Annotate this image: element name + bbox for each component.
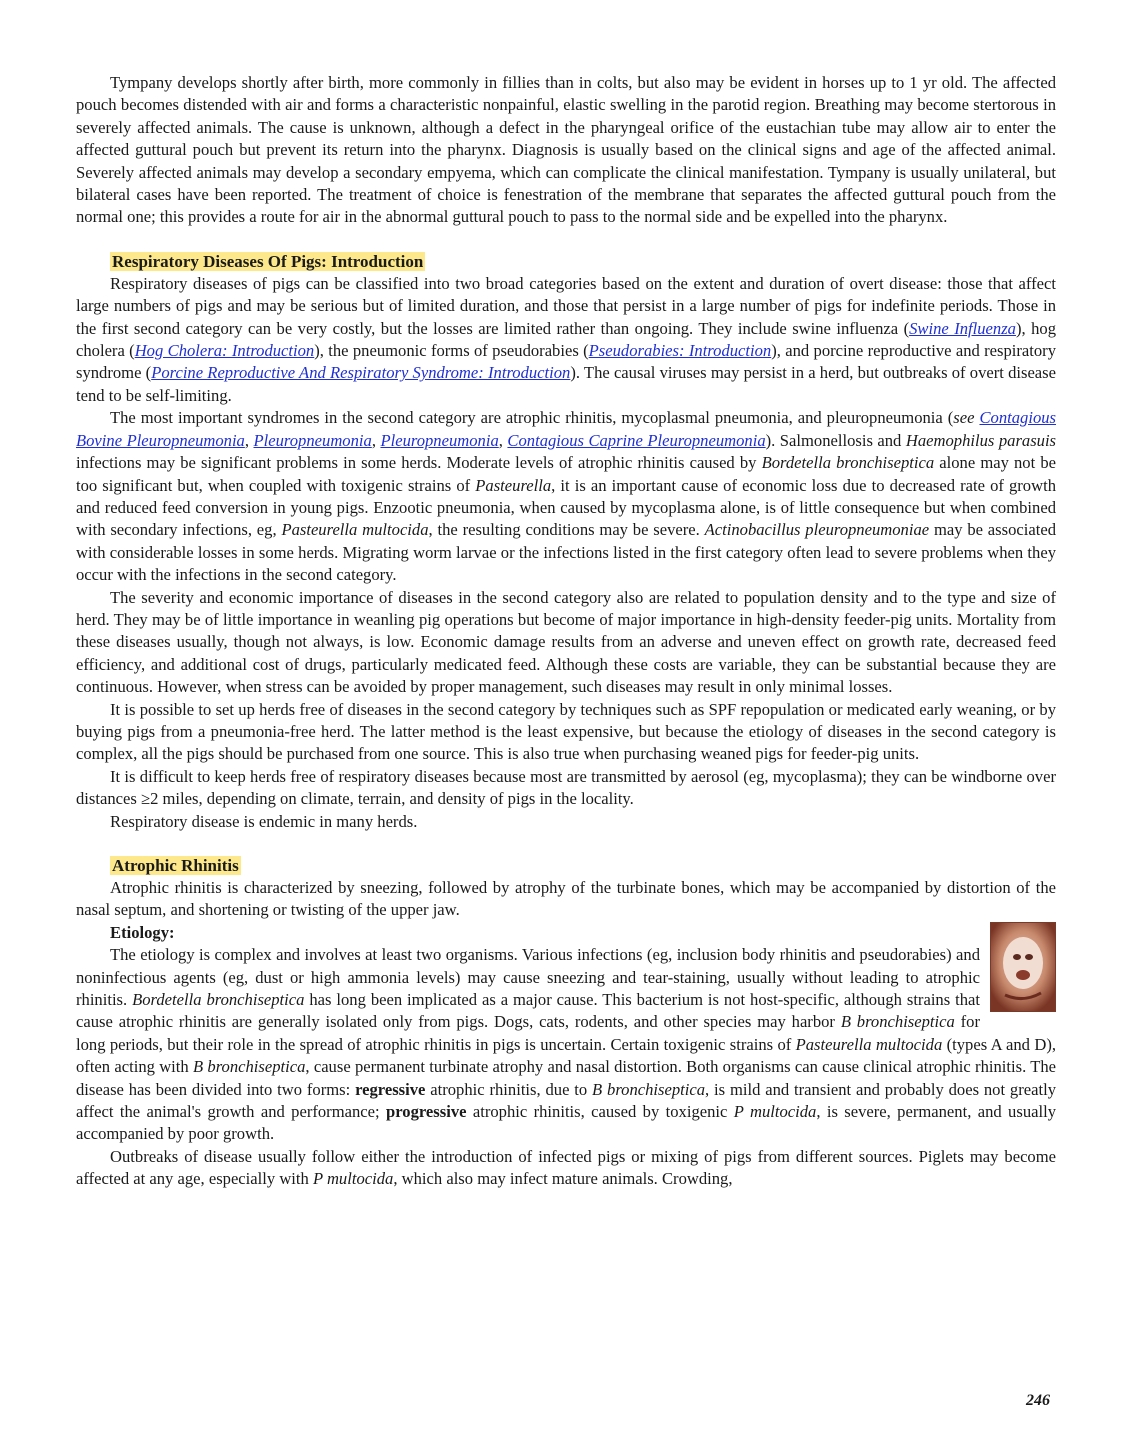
text: ). The causal viruses may persist in a herd, but outbreaks of overt disease tend to be self-limiting.: [76, 363, 1056, 405]
figure-pig-snout-image[interactable]: [990, 922, 1056, 1012]
text: ), and porcine reproductive and respiratory syndrome (: [76, 341, 1057, 383]
species-name: Bordetella bronchiseptica: [761, 453, 935, 473]
text: infections may be significant problems in some herds. Moderate levels of atrophic rhinitis caused by: [76, 453, 762, 473]
link-contagious-bovine-pleuropneumonia[interactable]: Contagious Bovine Pleuropneumonia: [76, 408, 1056, 450]
link-pleuropneumonia-1[interactable]: Pleuropneumonia: [253, 430, 372, 450]
bold-term: progressive: [385, 1102, 467, 1122]
spacer: [76, 833, 1056, 855]
paragraph-etiology: [76, 944, 1056, 1146]
link-contagious-caprine-pleuropneumonia[interactable]: Contagious Caprine Pleuropneumonia: [507, 430, 766, 450]
highlighted-heading-text: Respiratory Diseases Of Pigs: Introduction: [112, 251, 424, 271]
species-name: Actinobacillus pleuropneumoniae: [704, 520, 930, 540]
text: The etiology is complex and involves at least two organisms. Various infections (eg, inclusion body rhinitis and pseudorabies) and noninfectious agents (eg, dust or high ammonia levels) may cause sneezing and tear-staining, usually without leading to atrophic rhinitis.: [76, 945, 980, 1010]
paragraph-severity: The severity and economic importance of diseases in the second category also are related to population density and to the type and size of herd. They may be of little importance in weanling pig operations but become of major importance in high-density feeder-pig units. Mortality from these diseases usually, though not always, is low. Economic damage results from an adverse and uneven effect on growth rate, decreased feed efficiency, and additional cost of drugs, particularly medicated feed. Although these costs are variable, they can be substantial because they are continuous. However, when stress can be avoided by proper management, such diseases may result in only minimal losses.: [76, 587, 1056, 697]
see-text: see: [953, 408, 975, 428]
paragraph-categories: [76, 273, 1056, 407]
text: ), hog cholera (: [76, 318, 1056, 361]
text: ), the pneumonic forms of pseudorabies (: [314, 341, 589, 361]
link-pseudorabies[interactable]: Pseudorabies: Introduction: [588, 341, 772, 361]
text: atrophic rhinitis, caused by toxigenic: [466, 1102, 734, 1122]
text: atrophic rhinitis, due to: [425, 1079, 593, 1099]
separator: ,: [244, 430, 254, 450]
paragraph-atrophic-definition: Atrophic rhinitis is characterized by sneezing, followed by atrophy of the turbinate bones, which may be accompanied by distortion of the nasal septum, and shortening or twisting of the upper jaw.: [76, 878, 1056, 920]
paragraph-endemic: Respiratory disease is endemic in many herds.: [110, 811, 418, 831]
subheading-etiology: Etiology:: [110, 922, 175, 942]
text: has long been implicated as a major cause. This bacterium is not host-specific, although strains that cause atrophic rhinitis are generally isolated only from pigs. Dogs, cats, rodents, and other species may harbor: [76, 990, 980, 1032]
pig-snout-photo-icon: [991, 923, 1055, 1011]
text: for long periods, but their role in the spread of atrophic rhinitis in pigs is uncertain. Certain toxigenic strains of: [76, 1012, 981, 1054]
species-name: P multocida: [733, 1102, 817, 1122]
text: may be associated with considerable losses in some herds. Migrating worm larvae or the infections listed in the first category often lead to severe problems when they occur with the infections in the second category.: [76, 520, 1056, 585]
paragraph-disease-free-herds: It is possible to set up herds free of diseases in the second category by techniques such as SPF repopulation or medicated early weaning, or by buying pigs from a pneumonia-free herd. The latter method is the least expensive, but because the etiology of diseases in the second category is complex, all the pigs should be purchased from one source. This is also true when purchasing weaned pigs for feeder-pig units.: [76, 699, 1056, 764]
text: , cause permanent turbinate atrophy and nasal distortion. Both organisms can cause clinical atrophic rhinitis. The disease has been divided into two forms:: [76, 1057, 1056, 1099]
separator: ,: [498, 430, 508, 450]
paragraph-outbreaks: [76, 1146, 1056, 1191]
text: , is severe, permanent, and usually accompanied by poor growth.: [76, 1102, 1056, 1144]
link-pleuropneumonia-2[interactable]: Pleuropneumonia: [380, 430, 499, 450]
text: , it is an important cause of economic loss due to decreased rate of growth and reduced feed conversion in young pigs. Enzootic pneumonia, when caused by mycoplasma alone, is of little consequence but when combined with secondary infections, eg,: [76, 475, 1056, 540]
page-number: 246: [1026, 1392, 1050, 1409]
text: , is mild and transient and probably does not greatly affect the animal's growth and performance;: [76, 1079, 1057, 1122]
text: , which also may infect mature animals. Crowding,: [393, 1169, 733, 1189]
intro-paragraph: Tympany develops shortly after birth, more commonly in fillies than in colts, but also may be evident in horses up to 1 yr old. The affected pouch becomes distended with air and forms a characteristic nonpainful, elastic swelling in the parotid region. Breathing may become stertorous in severely affected animals. The cause is unknown, although a defect in the pharyngeal orifice of the eustachian tube may allow air to enter the affected guttural pouch but prevent its return into the pharynx. Diagnosis is usually based on the clinical signs and age of the affected animal. Severely affected animals may develop a secondary empyema, which can complicate the clinical manifestation. Tympany is usually unilateral, but bilateral cases have been reported. The treatment of choice is fenestration of the membrane that separates the affected guttural pouch from the normal one; this provides a route for air in the abnormal guttural pouch to pass to the normal side and be expelled into the pharynx.: [76, 73, 1056, 227]
text: ). Salmonellosis and: [765, 430, 906, 450]
text: , the resulting conditions may be severe.: [428, 520, 705, 540]
species-name: B bronchiseptica: [840, 1012, 955, 1032]
separator: ,: [371, 430, 381, 450]
section-heading-atrophic-rhinitis: [76, 855, 1056, 877]
species-name: Pasteurella multocida: [281, 520, 429, 540]
link-prrs[interactable]: Porcine Reproductive And Respiratory Syndrome: Introduction: [151, 363, 571, 383]
highlighted-heading-text: Atrophic Rhinitis: [112, 856, 239, 875]
species-name: Pasteurella: [475, 475, 552, 495]
text: Respiratory diseases of pigs can be classified into two broad categories based on the extent and duration of overt disease: those that affect large numbers of pigs and may be serious but of limited duration, and those that persist in a large number of pigs for indefinite periods. Those in the first second category can be very costly, but the losses are limited rather than ongoing. They include swine influenza (: [76, 273, 1056, 338]
species-name: B bronchiseptica: [592, 1079, 706, 1099]
species-name: Pasteurella multocida: [795, 1034, 943, 1054]
section-heading-respiratory-diseases: [76, 251, 1056, 273]
species-name: Bordetella bronchiseptica: [132, 990, 305, 1010]
bold-term: regressive: [355, 1079, 426, 1099]
species-name: B bronchiseptica: [192, 1057, 306, 1077]
paragraph-syndromes: [76, 407, 1056, 586]
spacer: [76, 229, 1056, 251]
link-swine-influenza[interactable]: Swine Influenza: [909, 318, 1016, 338]
text: alone may not be too significant but, when coupled with toxigenic strains of: [76, 453, 1057, 495]
paragraph-transmission: It is difficult to keep herds free of respiratory diseases because most are transmitted by aerosol (eg, mycoplasma); they can be windborne over distances ≥2 miles, depending on climate, terrain, and density of pigs in the locality.: [76, 766, 1056, 809]
species-name: Haemophilus parasuis: [905, 430, 1057, 450]
text: Outbreaks of disease usually follow either the introduction of infected pigs or mixing of pigs from different sources. Piglets may become affected at any age, especially with: [76, 1146, 1056, 1189]
species-name: P multocida: [312, 1169, 394, 1189]
document-page: [76, 72, 1056, 1191]
link-hog-cholera[interactable]: Hog Cholera: Introduction: [134, 341, 315, 361]
text: The most important syndromes in the second category are atrophic rhinitis, mycoplasmal pneumonia, and pleuropneumonia (: [110, 408, 954, 428]
text: (types A and D), often acting with: [76, 1034, 1056, 1077]
